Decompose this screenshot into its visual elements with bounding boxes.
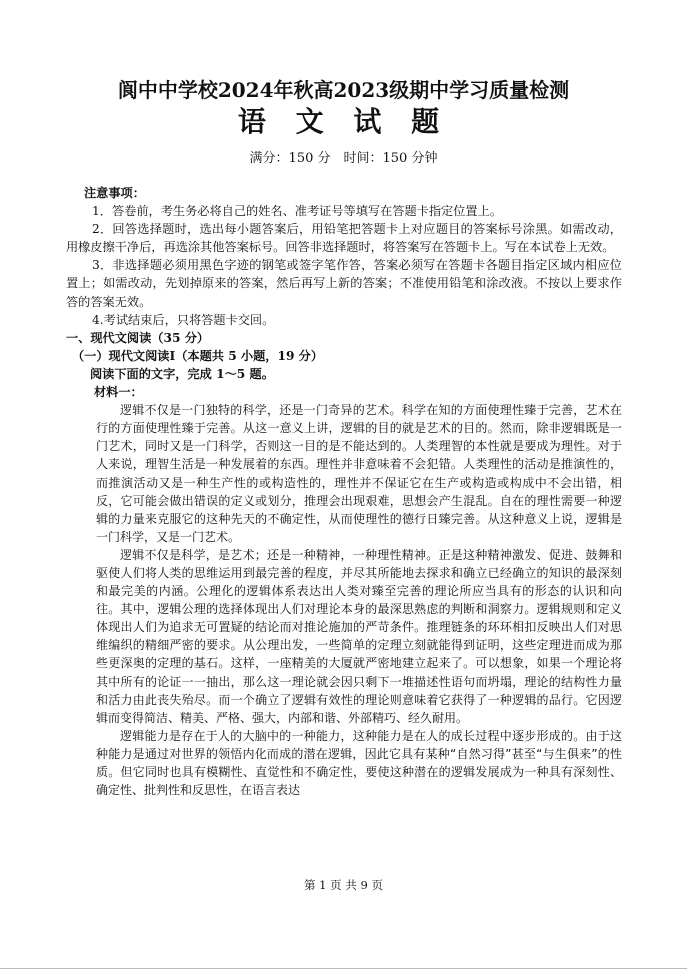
subject-title: 语 文 试 题: [237, 105, 450, 138]
notice-heading: 注意事项：: [84, 186, 145, 200]
reading-instruction: 阅读下面的文字，完成 1～5 题。: [90, 366, 274, 381]
notice-item-2: 2．回答选择题时，选出每小题答案后，用铅笔把答题卡上对应题目的答案标号涂黑。如需改动，用橡皮擦干净后，再选涂其他答案标号。回答非选择题时，将答案写在答题卡上。写在本试卷上无效。: [66, 222, 622, 255]
material-paragraph-2: 逻辑不仅是科学，是艺术；还是一种精神，一种理性精神。正是这种精神激发、促进、鼓舞和驱使人们将人类的思维运用到最完善的程度，并尽其所能地去探求和确立已经确立的知识的最深刻和最完美的内涵。公理化的逻辑体系表达出人类对臻至完善的理论所应当具有的形态的认识和向往。其中，逻辑公理的选择体现出人们对理论本身的最深思熟虑的判断和洞察力。逻辑规则和定义体现出人们为追求无可置疑的结论而对推论施加的严苛条件。推理链条的环环相扣反映出人们对思维编织的精细严密的要求。从公理出发，一些简单的定理立刻就能得到证明，这些定理进而成为那些更深奥的定理的基石。这样，一座精美的大厦就严密地建立起来了。可以想象，如果一个理论将其中所有的论证一一抽出，那么这一理论就会因只剩下一堆描述性语句而坍塌，理论的结构性力量和活力由此丧失殆尽。而一个确立了逻辑有效性的理论则意味着它获得了一种逻辑的品行。它因逻辑而变得简洁、精美、严格、强大，内部和谐、外部精巧、经久耐用。: [96, 547, 622, 725]
notice-item-3: 3．非选择题必须用黑色字迹的钢笔或签字笔作答，答案必须写在答题卡各题目指定区域内相应位置上；如需改动，先划掉原来的答案，然后再写上新的答案；不准使用铅笔和涂改液。不按以上要求作答的答案无效。: [66, 258, 622, 309]
score-time-info: 满分：150 分 时间：150 分钟: [249, 151, 438, 166]
subsection-heading: （一）现代文阅读Ⅰ（本题共 5 小题，19 分）: [72, 348, 324, 363]
exam-title: 阆中中学校2024年秋高2023级期中学习质量检测: [117, 78, 570, 102]
page-bottom-divider: [0, 968, 687, 969]
page-number: 第 1 页 共 9 页: [304, 878, 383, 892]
material-label: 材料一：: [94, 385, 143, 400]
material-paragraph-1: 逻辑不仅是一门独特的科学，还是一门奇异的艺术。科学在知的方面使理性臻于完善，艺术在行的方面使理性臻于完善。从这一意义上讲，逻辑的目的就是艺术的目的。然而，除非逻辑既是一门艺术，同时又是一门科学，否则这一目的是不能达到的。人类理智的本性就是要成为理性。对于人来说，理智生活是一种发展着的东西。理性并非意味着不会犯错。人类理性的活动是推演性的，而推演活动又是一种生产性的或构造性的，理性并不保证它在生产或构造或构成中不会出错，相反，它可能会做出错误的定义或划分，推理会出现艰难，思想会产生混乱。自在的理性需要一种逻辑的力量来克服它的这种先天的不确定性，从而使理性的德行日臻完善。从这种意义上说，逻辑是一门科学，又是一门艺术。: [96, 403, 622, 544]
notice-item-4: 4.考试结束后，只将答题卡交回。: [92, 312, 275, 327]
section-heading: 一、现代文阅读（35 分）: [66, 330, 210, 345]
material-paragraph-3: 逻辑能力是存在于人的大脑中的一种能力，这种能力是在人的成长过程中逐步形成的。由于这种能力是通过对世界的领悟内化而成的潜在逻辑，因此它具有某种“自然习得”甚至“与生俱来”的性质。但它同时也具有模糊性、直觉性和不确定性，要使这种潜在的逻辑发展成为一种具有深刻性、确定性、批判性和反思性，在语言表达: [96, 728, 622, 798]
notice-item-1: 1．答卷前，考生务必将自己的姓名、准考证号等填写在答题卡指定位置上。: [92, 204, 502, 219]
exam-body: [66, 184, 622, 799]
